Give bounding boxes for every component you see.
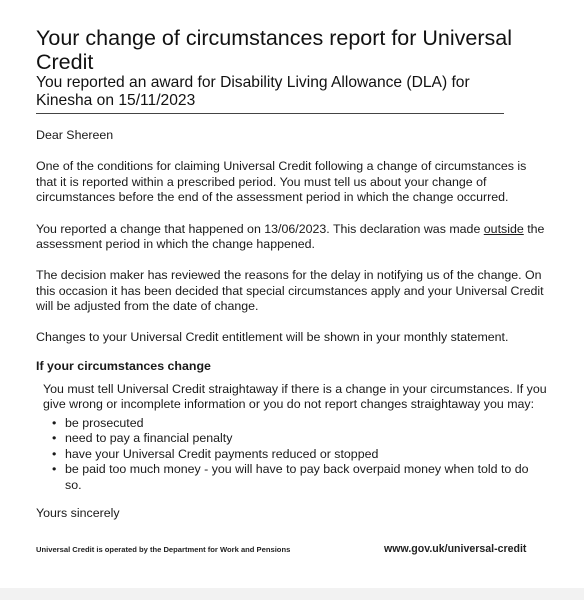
salutation: Dear Shereen [36, 128, 114, 142]
consequence-list [36, 416, 548, 493]
list-item [43, 416, 548, 431]
outside-emphasis: outside [483, 221, 524, 236]
paragraph-reported-change [36, 222, 548, 253]
footer-operator-note: Universal Credit is operated by the Department for Work and Pensions [36, 545, 291, 554]
section-intro: You must tell Universal Credit straightaway if there is a change in your circumstances. If you give wrong or incomplete information or you do not report changes straightaway you may: [43, 382, 547, 412]
list-item [43, 447, 548, 462]
reported-change-text-start: You reported a change that happened on 13/06/2023. This declaration was made [36, 221, 484, 236]
paragraph-decision: The decision maker has reviewed the reasons for the delay in notifying us of the change. On this occasion it has been decided that special circumstances apply and your Universal Credit will be adjusted from the date of change. [36, 268, 544, 314]
paragraph-conditions: One of the conditions for claiming Universal Credit following a change of circumstances is that it is reported within a prescribed period. You must tell us about your change of circumstances before the end of the assessment period in which the change occurred. [36, 159, 527, 205]
bullet-icon: • [52, 415, 57, 430]
letter-body [36, 26, 548, 521]
bullet-icon: • [52, 431, 57, 446]
list-item-text: have your Universal Credit payments reduced or stopped [65, 446, 379, 461]
list-item-text: need to pay a financial penalty [65, 431, 233, 446]
letter-title: Your change of circumstances report for Universal Credit [36, 26, 513, 74]
paragraph-statement: Changes to your Universal Credit entitlement will be shown in your monthly statement. [36, 329, 509, 344]
list-item-text: be prosecuted [65, 415, 144, 430]
list-item [43, 431, 548, 446]
list-item-text: be paid too much money - you will have to pay back overpaid money when told to do so. [65, 462, 529, 492]
letter-subtitle: You reported an award for Disability Living Allowance (DLA) for Kinesha on 15/11/2023 [36, 74, 504, 114]
section-heading: If your circumstances change [36, 359, 211, 374]
bullet-icon: • [52, 462, 57, 477]
list-item [43, 462, 548, 493]
closing: Yours sincerely [36, 505, 120, 520]
reported-change-text-end: the assessment period in which the change happened. [36, 221, 545, 252]
bullet-icon: • [52, 446, 57, 461]
footer-website-link[interactable]: www.gov.uk/universal-credit [384, 543, 527, 555]
